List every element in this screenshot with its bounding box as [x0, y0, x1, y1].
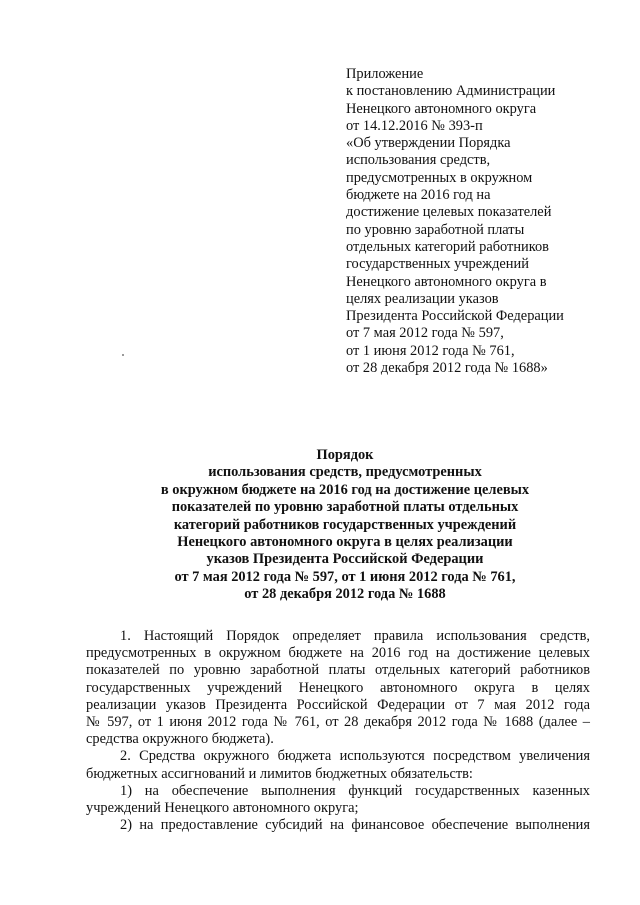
document-body: [86, 628, 590, 834]
title-line: показателей по уровню заработной платы отдельных: [171, 499, 519, 516]
appendix-line: Президента Российской Федерации: [346, 308, 564, 325]
title-line: категорий работников государственных учреждений: [173, 516, 517, 533]
scan-speck: [122, 354, 124, 356]
document-title: [100, 447, 590, 604]
title-line: в окружном бюджете на 2016 год на достижение целевых: [160, 481, 530, 498]
title-line: от 28 декабря 2012 года № 1688: [244, 586, 446, 603]
title-line: Порядок: [316, 447, 374, 463]
appendix-line: от 28 декабря 2012 года № 1688»: [346, 360, 548, 377]
appendix-line: к постановлению Администрации: [346, 83, 556, 100]
list-item-2-line: 2) на предоставление субсидий на финансовое обеспечение выполнения: [120, 817, 590, 834]
title-line: использования средств, предусмотренных: [208, 464, 482, 481]
appendix-line: Приложение: [346, 66, 424, 82]
list-item-1-line: учреждений Ненецкого автономного округа;: [86, 800, 359, 817]
title-line: указов Президента Российской Федерации: [206, 551, 484, 568]
paragraph-2-line: бюджетных ассигнований и лимитов бюджетных обязательств:: [86, 765, 473, 782]
title-line: от 7 мая 2012 года № 597, от 1 июня 2012 года № 761,: [174, 568, 516, 585]
list-item-1-line: 1) на обеспечение выполнения функций государственных казенных: [120, 782, 590, 799]
appendix-line: достижение целевых показателей: [346, 204, 552, 221]
appendix-line: государственных учреждений: [346, 256, 529, 273]
paragraph-1-line: средства окружного бюджета).: [86, 731, 274, 748]
appendix-line: целях реализации указов: [346, 290, 499, 307]
appendix-block: [346, 66, 606, 377]
appendix-line: по уровню заработной платы: [346, 221, 525, 238]
appendix-line: от 14.12.2016 № 393-п: [346, 117, 483, 134]
appendix-line: от 1 июня 2012 года № 761,: [346, 342, 515, 359]
appendix-line: предусмотренных в окружном: [346, 169, 533, 186]
appendix-line: отдельных категорий работников: [346, 238, 549, 255]
paragraph-1-line: реализации указов Президента Российской Федерации от 7 мая 2012 года: [86, 696, 590, 713]
paragraph-1-line: предусмотренных в окружном бюджете на 2016 год на достижение целевых: [86, 645, 590, 662]
paragraph-2-line: 2. Средства окружного бюджета используются посредством увеличения: [120, 748, 590, 765]
appendix-line: от 7 мая 2012 года № 597,: [346, 325, 504, 342]
paragraph-1-line: государственных учреждений Ненецкого автономного округа в целях: [86, 679, 590, 696]
appendix-line: бюджете на 2016 год на: [346, 187, 491, 204]
appendix-line: Ненецкого автономного округа в: [346, 273, 547, 290]
appendix-line: «Об утверждении Порядка: [346, 135, 511, 152]
appendix-line: Ненецкого автономного округа: [346, 100, 537, 117]
appendix-line: использования средств,: [346, 152, 491, 169]
paragraph-1-line: 1. Настоящий Порядок определяет правила использования средств,: [120, 628, 590, 644]
paragraph-1-line: показателей по уровню заработной платы отдельных категорий работников: [86, 662, 590, 679]
title-line: Ненецкого автономного округа в целях реализации: [177, 534, 513, 551]
paragraph-1-line: № 597, от 1 июня 2012 года № 761, от 28 декабря 2012 года № 1688 (далее –: [86, 714, 590, 731]
